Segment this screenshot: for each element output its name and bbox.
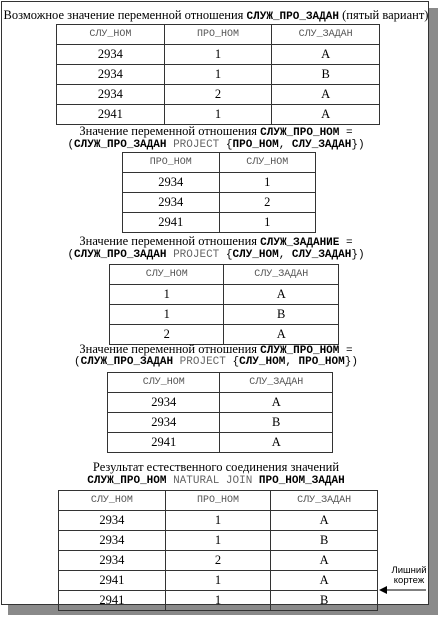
table-cell: А	[271, 551, 378, 571]
table-cell: 2	[219, 193, 316, 213]
table-row	[123, 213, 316, 233]
table-cell: 2934	[57, 65, 165, 85]
table-cell: А	[272, 45, 380, 65]
t1-header-row	[57, 25, 380, 45]
table-cell: 2	[110, 325, 224, 345]
table-cell: 1	[165, 571, 271, 591]
column-header: СЛУ_ЗАДАН	[220, 373, 333, 393]
column-header: СЛУ_ЗАДАН	[272, 25, 380, 45]
table-cell: 1	[110, 305, 224, 325]
table-cell: А	[224, 285, 339, 305]
table-row	[110, 305, 339, 325]
table-cell: А	[271, 571, 378, 591]
column-header: СЛУ_НОМ	[57, 25, 165, 45]
table-cell: 1	[164, 105, 272, 125]
table-row	[57, 85, 380, 105]
t2-caption-line1: Значение переменной отношения СЛУЖ_ПРО_НОМ =	[79, 124, 353, 139]
table-cell: 1	[165, 511, 271, 531]
note-line1: Лишний	[391, 565, 427, 576]
table-cell: 2934	[59, 531, 166, 551]
table-cell: А	[271, 511, 378, 531]
table-row	[59, 511, 378, 531]
t2-header-row	[123, 153, 316, 173]
table-cell: А	[220, 433, 333, 453]
column-header: СЛУ_ЗАДАН	[224, 265, 339, 285]
table-cell: 1	[164, 65, 272, 85]
column-header: СЛУ_ЗАДАН	[271, 491, 378, 511]
table-cell: 2941	[59, 591, 166, 611]
t2-table	[122, 152, 316, 233]
column-header: СЛУ_НОМ	[59, 491, 166, 511]
column-header: ПРО_НОМ	[123, 153, 220, 173]
column-header: ПРО_НОМ	[165, 491, 271, 511]
note-line2: кортеж	[393, 575, 425, 586]
table-cell: 2941	[123, 213, 220, 233]
figure-frame	[1, 1, 429, 605]
column-header: СЛУ_НОМ	[108, 373, 220, 393]
t5-caption-line2: СЛУЖ_ПРО_НОМ NATURAL JOIN ПРО_НОМ_ЗАДАН	[87, 475, 345, 487]
table-row	[108, 413, 333, 433]
table-cell: А	[272, 85, 380, 105]
table-row	[57, 105, 380, 125]
table-cell: В	[271, 531, 378, 551]
table-cell: 2941	[59, 571, 166, 591]
t4-header-row	[108, 373, 333, 393]
column-header: СЛУ_НОМ	[110, 265, 224, 285]
t3-table	[109, 264, 339, 345]
table-cell: 1	[219, 173, 316, 193]
table-cell: А	[224, 325, 339, 345]
table-cell: 1	[164, 45, 272, 65]
t4-table	[107, 372, 333, 453]
t1-caption: Возможное значение переменной отношения СЛУЖ_ПРО_ЗАДАН (пятый вариант)	[3, 8, 429, 23]
table-cell: 2934	[108, 413, 220, 433]
table-cell: 2934	[123, 173, 220, 193]
table-cell: 2934	[59, 511, 166, 531]
table-row	[59, 571, 378, 591]
table-cell: 2	[164, 85, 272, 105]
table-cell: 2934	[123, 193, 220, 213]
table-cell: 1	[165, 531, 271, 551]
column-header: ПРО_НОМ	[164, 25, 272, 45]
table-cell: В	[220, 413, 333, 433]
table-cell: 1	[219, 213, 316, 233]
table-cell: 2941	[57, 105, 165, 125]
t1-table	[56, 24, 380, 125]
t4-caption-line2: (СЛУЖ_ПРО_ЗАДАН PROJECT {СЛУ_НОМ, ПРО_НОМ})	[74, 356, 358, 368]
table-row	[59, 551, 378, 571]
table-cell: 2	[165, 551, 271, 571]
arrow-left-icon	[378, 584, 428, 596]
table-cell: А	[272, 105, 380, 125]
table-row	[108, 433, 333, 453]
t5-caption-line1: Результат естественного соединения значений	[92, 460, 340, 474]
table-cell: В	[271, 591, 378, 611]
t5-header-row	[59, 491, 378, 511]
column-header: СЛУ_НОМ	[219, 153, 316, 173]
table-cell: 2934	[59, 551, 166, 571]
table-row	[59, 591, 378, 611]
table-cell: 2934	[108, 393, 220, 413]
t5-table	[58, 490, 378, 611]
table-cell: 2941	[108, 433, 220, 453]
t3-caption-line1: Значение переменной отношения СЛУЖ_ЗАДАНИЕ =	[79, 234, 353, 249]
table-cell: 1	[110, 285, 224, 305]
t4-caption-line1: Значение переменной отношения СЛУЖ_ПРО_НОМ =	[79, 342, 353, 357]
table-row	[123, 173, 316, 193]
table-cell: В	[272, 65, 380, 85]
table-row	[57, 45, 380, 65]
table-cell: 1	[165, 591, 271, 611]
table-row	[110, 285, 339, 305]
table-row	[59, 531, 378, 551]
table-row	[108, 393, 333, 413]
table-cell: В	[224, 305, 339, 325]
table-row	[57, 65, 380, 85]
t3-header-row	[110, 265, 339, 285]
t3-caption-line2: (СЛУЖ_ПРО_ЗАДАН PROJECT {СЛУ_НОМ, СЛУ_ЗАДАН})	[67, 249, 365, 261]
table-cell: 2934	[57, 85, 165, 105]
table-cell: А	[220, 393, 333, 413]
t2-caption-line2: (СЛУЖ_ПРО_ЗАДАН PROJECT {ПРО_НОМ, СЛУ_ЗАДАН})	[67, 139, 365, 151]
table-cell: 2934	[57, 45, 165, 65]
table-row	[123, 193, 316, 213]
extra-tuple-note	[390, 566, 428, 586]
